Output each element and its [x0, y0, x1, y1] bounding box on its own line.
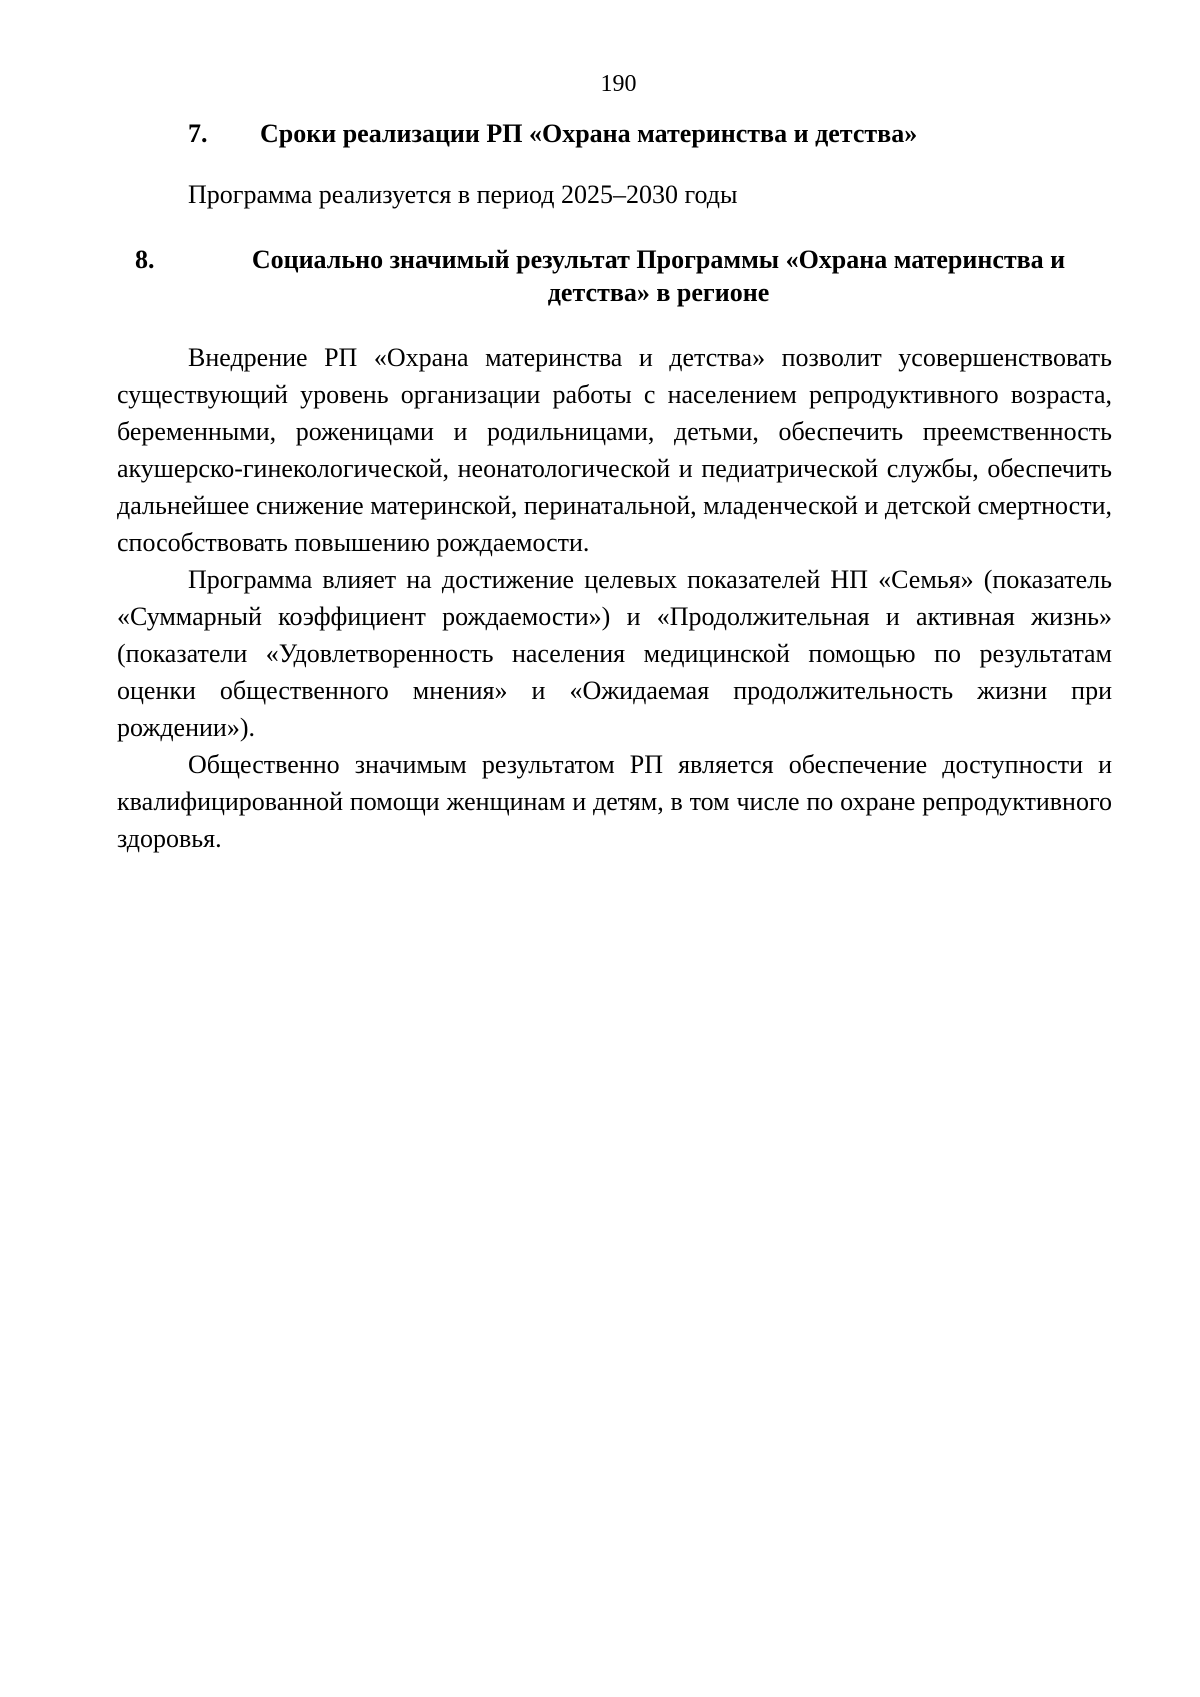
section-7-number: 7.	[188, 119, 208, 148]
section-7-heading	[188, 117, 1088, 150]
section-8-body	[117, 339, 1112, 857]
section-8-number: 8.	[135, 245, 155, 274]
paragraph: Общественно значимым результатом РП является обеспечение доступности и квалифицированной помощи женщинам и детям, в том числе по охране репродуктивного здоровья.	[117, 750, 1112, 853]
section-8-heading	[135, 243, 1110, 309]
paragraph: Программа влияет на достижение целевых показателей НП «Семья» (показатель «Суммарный коэффициент рождаемости») и «Продолжительная и активная жизнь» (показатели «Удовлетворенность населения медицинской помощью по результатам оценки общественного мнения» и «Ожидаемая продолжительность жизни при рождении»).	[117, 565, 1112, 742]
paragraph: Внедрение РП «Охрана материнства и детства» позволит усовершенствовать существующий уровень организации работы с населением репродуктивного возраста, беременными, роженицами и родильницами, детьми, обеспечить преемственность акушерско-гинекологической, неонатологической и педиатрической службы, обеспечить дальнейшее снижение материнской, перинатальной, младенческой и детской смертности, способствовать повышению рождаемости.	[117, 343, 1112, 557]
section-7-title: Сроки реализации РП «Охрана материнства и детства»	[260, 119, 918, 148]
page-number: 190	[600, 71, 637, 97]
section-8-title: Социально значимый результат Программы «Охрана материнства и детства» в регионе	[251, 245, 1066, 307]
section-7-text: Программа реализуется в период 2025–2030 годы	[188, 180, 738, 209]
